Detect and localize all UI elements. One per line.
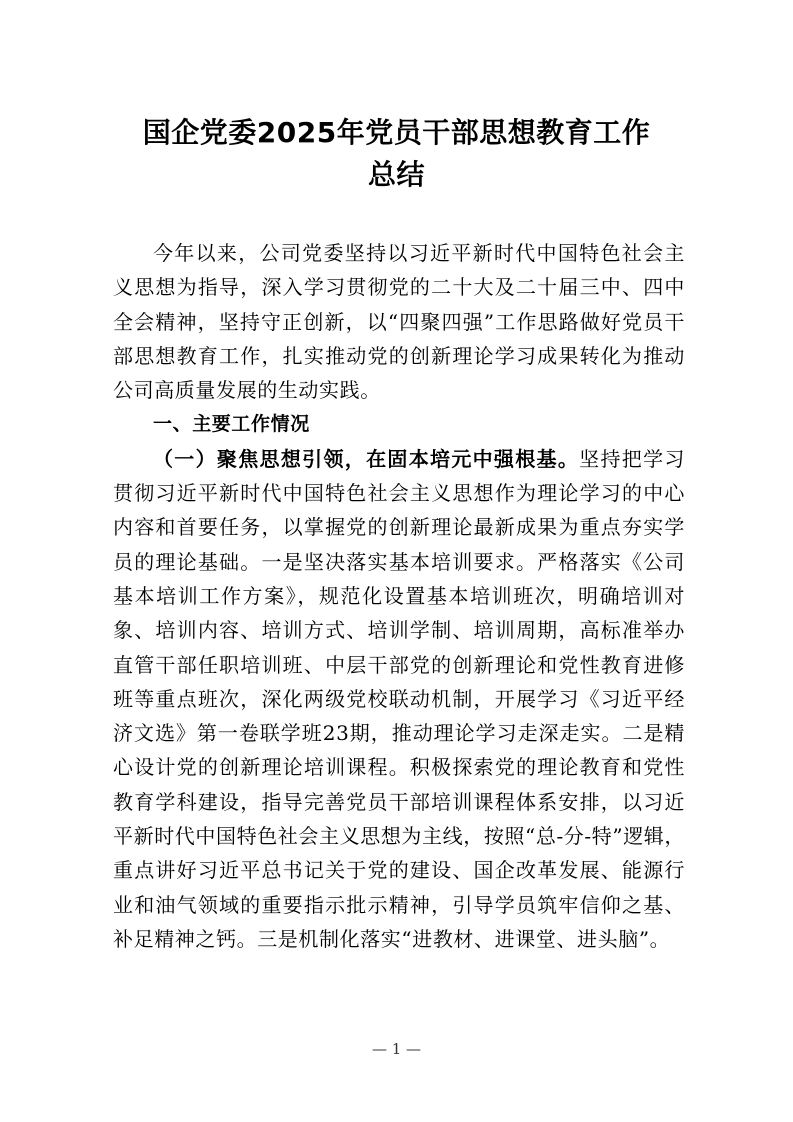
subsection-body: 坚持把学习贯彻习近平新时代中国特色社会主义思想作为理论学习的中心内容和首要任务，以掌握党的创新理论最新成果为重点夯实学员的理论基础。一是坚决落实基本培训要求。严格落实《公司基本培训工作方案》，规范化设置基本培训班次，明确培训对象、培训内容、培训方式、培训学制、培训周期，高标准举办直管干部任职培训班、中层干部党的创新理论和党性教育进修班等重点班次，深化两级党校联动机制，开展学习《习近平经济文选》第一卷联学班23期，推动理论学习走深走实。二是精心设计党的创新理论培训课程。积极探索党的理论教育和党性教育学科建设，指导完善党员干部培训课程体系安排，以习近平新时代中国特色社会主义思想为主线，按照“总-分-特”逻辑，重点讲好习近平总书记关于党的建设、国企改革发展、能源行业和油气领域的重要指示批示精神，引导学员筑牢信仰之基、补足精神之钙。三是机制化落实“进教材、进课堂、进头脑”。	[113, 446, 686, 951]
document-body	[113, 236, 685, 956]
page-number: — 1 —	[371, 1040, 422, 1058]
subsection-paragraph	[113, 442, 685, 956]
document-title-line-2: 总结	[367, 158, 425, 191]
intro-paragraph: 今年以来，公司党委坚持以习近平新时代中国特色社会主义思想为指导，深入学习贯彻党的二十大及二十届三中、四中全会精神，坚持守正创新，以“四聚四强”工作思路做好党员干部思想教育工作，扎实推动党的创新理论学习成果转化为推动公司高质量发展的生动实践。	[113, 241, 685, 403]
document-title-line-1: 国企党委2025年党员干部思想教育工作	[142, 116, 651, 149]
section-heading: 一、主要工作情况	[153, 413, 310, 436]
subsection-heading: （一）聚焦思想引领，在固本培元中强根基。	[153, 446, 580, 471]
